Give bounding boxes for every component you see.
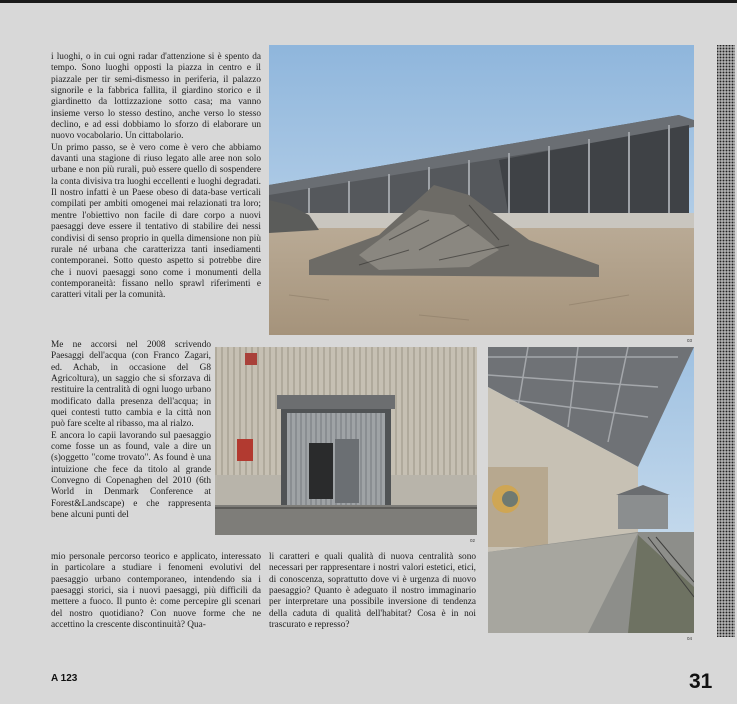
text-column-1 (51, 52, 261, 302)
text-column-1-bottom (51, 552, 261, 631)
paragraph: Me ne accorsi nel 2008 scrivendo Paesaggi dell'acqua (con Franco Zagari, ed. Achab, in occasione del G8 Agricoltura), un saggio che si sforzava di restituire la centralità di ogni luogo urbano modificato dalla presenza dell'acqua; in quei contesti tutto cambia e la città non può fare scelte al ribasso, ma al rialzo. (51, 340, 211, 430)
paragraph: li caratteri e quali qualità di nuova centralità sono necessari per rappresentare i nostri valori estetici, etici, di conoscenza, soprattutto dove vi è urgenza di nuovo paesaggio? Quanto è adeguato il nostro immaginario per interpretare una possibile inversione di tendenza della caduta di qualità dell'habitat? Cosa è in noi trascurato e represso? (269, 552, 476, 631)
photo-loading-platform (488, 347, 694, 633)
paragraph: E ancora lo capii lavorando sul paesaggio come fosse un as found, vale a dire un (s)oggetto "come trovato". As found è una intuizione che fece da titolo al grande Convegno di Copenaghen del 2010 (6th World in Denmark Conference at Forest&Landscape) e che rappresenta bene alcuni punti del (51, 430, 211, 521)
issue-label: A 123 (51, 673, 78, 684)
photo-caption: 02 (470, 538, 476, 543)
photo-caption: 04 (687, 636, 693, 641)
text-column-1-narrow (51, 340, 211, 522)
edge-ruler-scale (713, 45, 735, 637)
photo-warehouse-door (215, 347, 477, 535)
photo-caption: 03 (687, 338, 693, 343)
paragraph: i luoghi, o in cui ogni radar d'attenzione si è spento da tempo. Sono luoghi opposti la piazza in centro e il piazzale per tir semi-dismesso in periferia, il palazzo signorile e la fabbrica fallita, il giardino storico e il giardinetto da lottizzazione sotto casa; ma vanno insieme verso lo stesso destino, anche verso lo stesso declino, e ad essi dobbiamo lo sforzo di elaborare un nuovo vocabolario. Un cittabolario. (51, 52, 261, 142)
photo-industrial-shed (269, 45, 694, 335)
paragraph: Un primo passo, se è vero come è vero che abbiamo davanti una stagione di riuso legato alle aree non solo urbane e non più rurali, può essere quello di sospendere la conta divisiva tra luoghi eccellenti e luoghi degradati. Il nostro infatti è un Paese obeso di data-base verticali compilati per ambiti omogenei mai relazionati tra loro; mentre l'obiettivo non facile di dare corpo a nuovi paesaggi deve essere il tentativo di stabilire dei nessi condivisi di senso proprio in quella dimensione non più rurale né urbana che caratterizza tanti insediamenti contemporanei. Sotto questo aspetto si potrebbe dire che i nuovi paesaggi sono come i monumenti della contemporaneità: fissano nello sprawl riferimenti e caratteri vitali per la comunità. (51, 142, 261, 301)
page-number: 31 (689, 670, 713, 693)
text-column-2 (269, 552, 476, 631)
paragraph: mio personale percorso teorico e applicato, interessato in particolare a studiare i fenomeni evolutivi del paesaggio urbano contemporaneo, intendendo sia i paesaggi storici, sia i nuovi paesaggi, più difficili da mettere a fuoco. Il punto è: come percepire gli scenari del nostro quotidiano? Con nuove forme che ne accettino la crescente discontinuità? Qua- (51, 552, 261, 631)
